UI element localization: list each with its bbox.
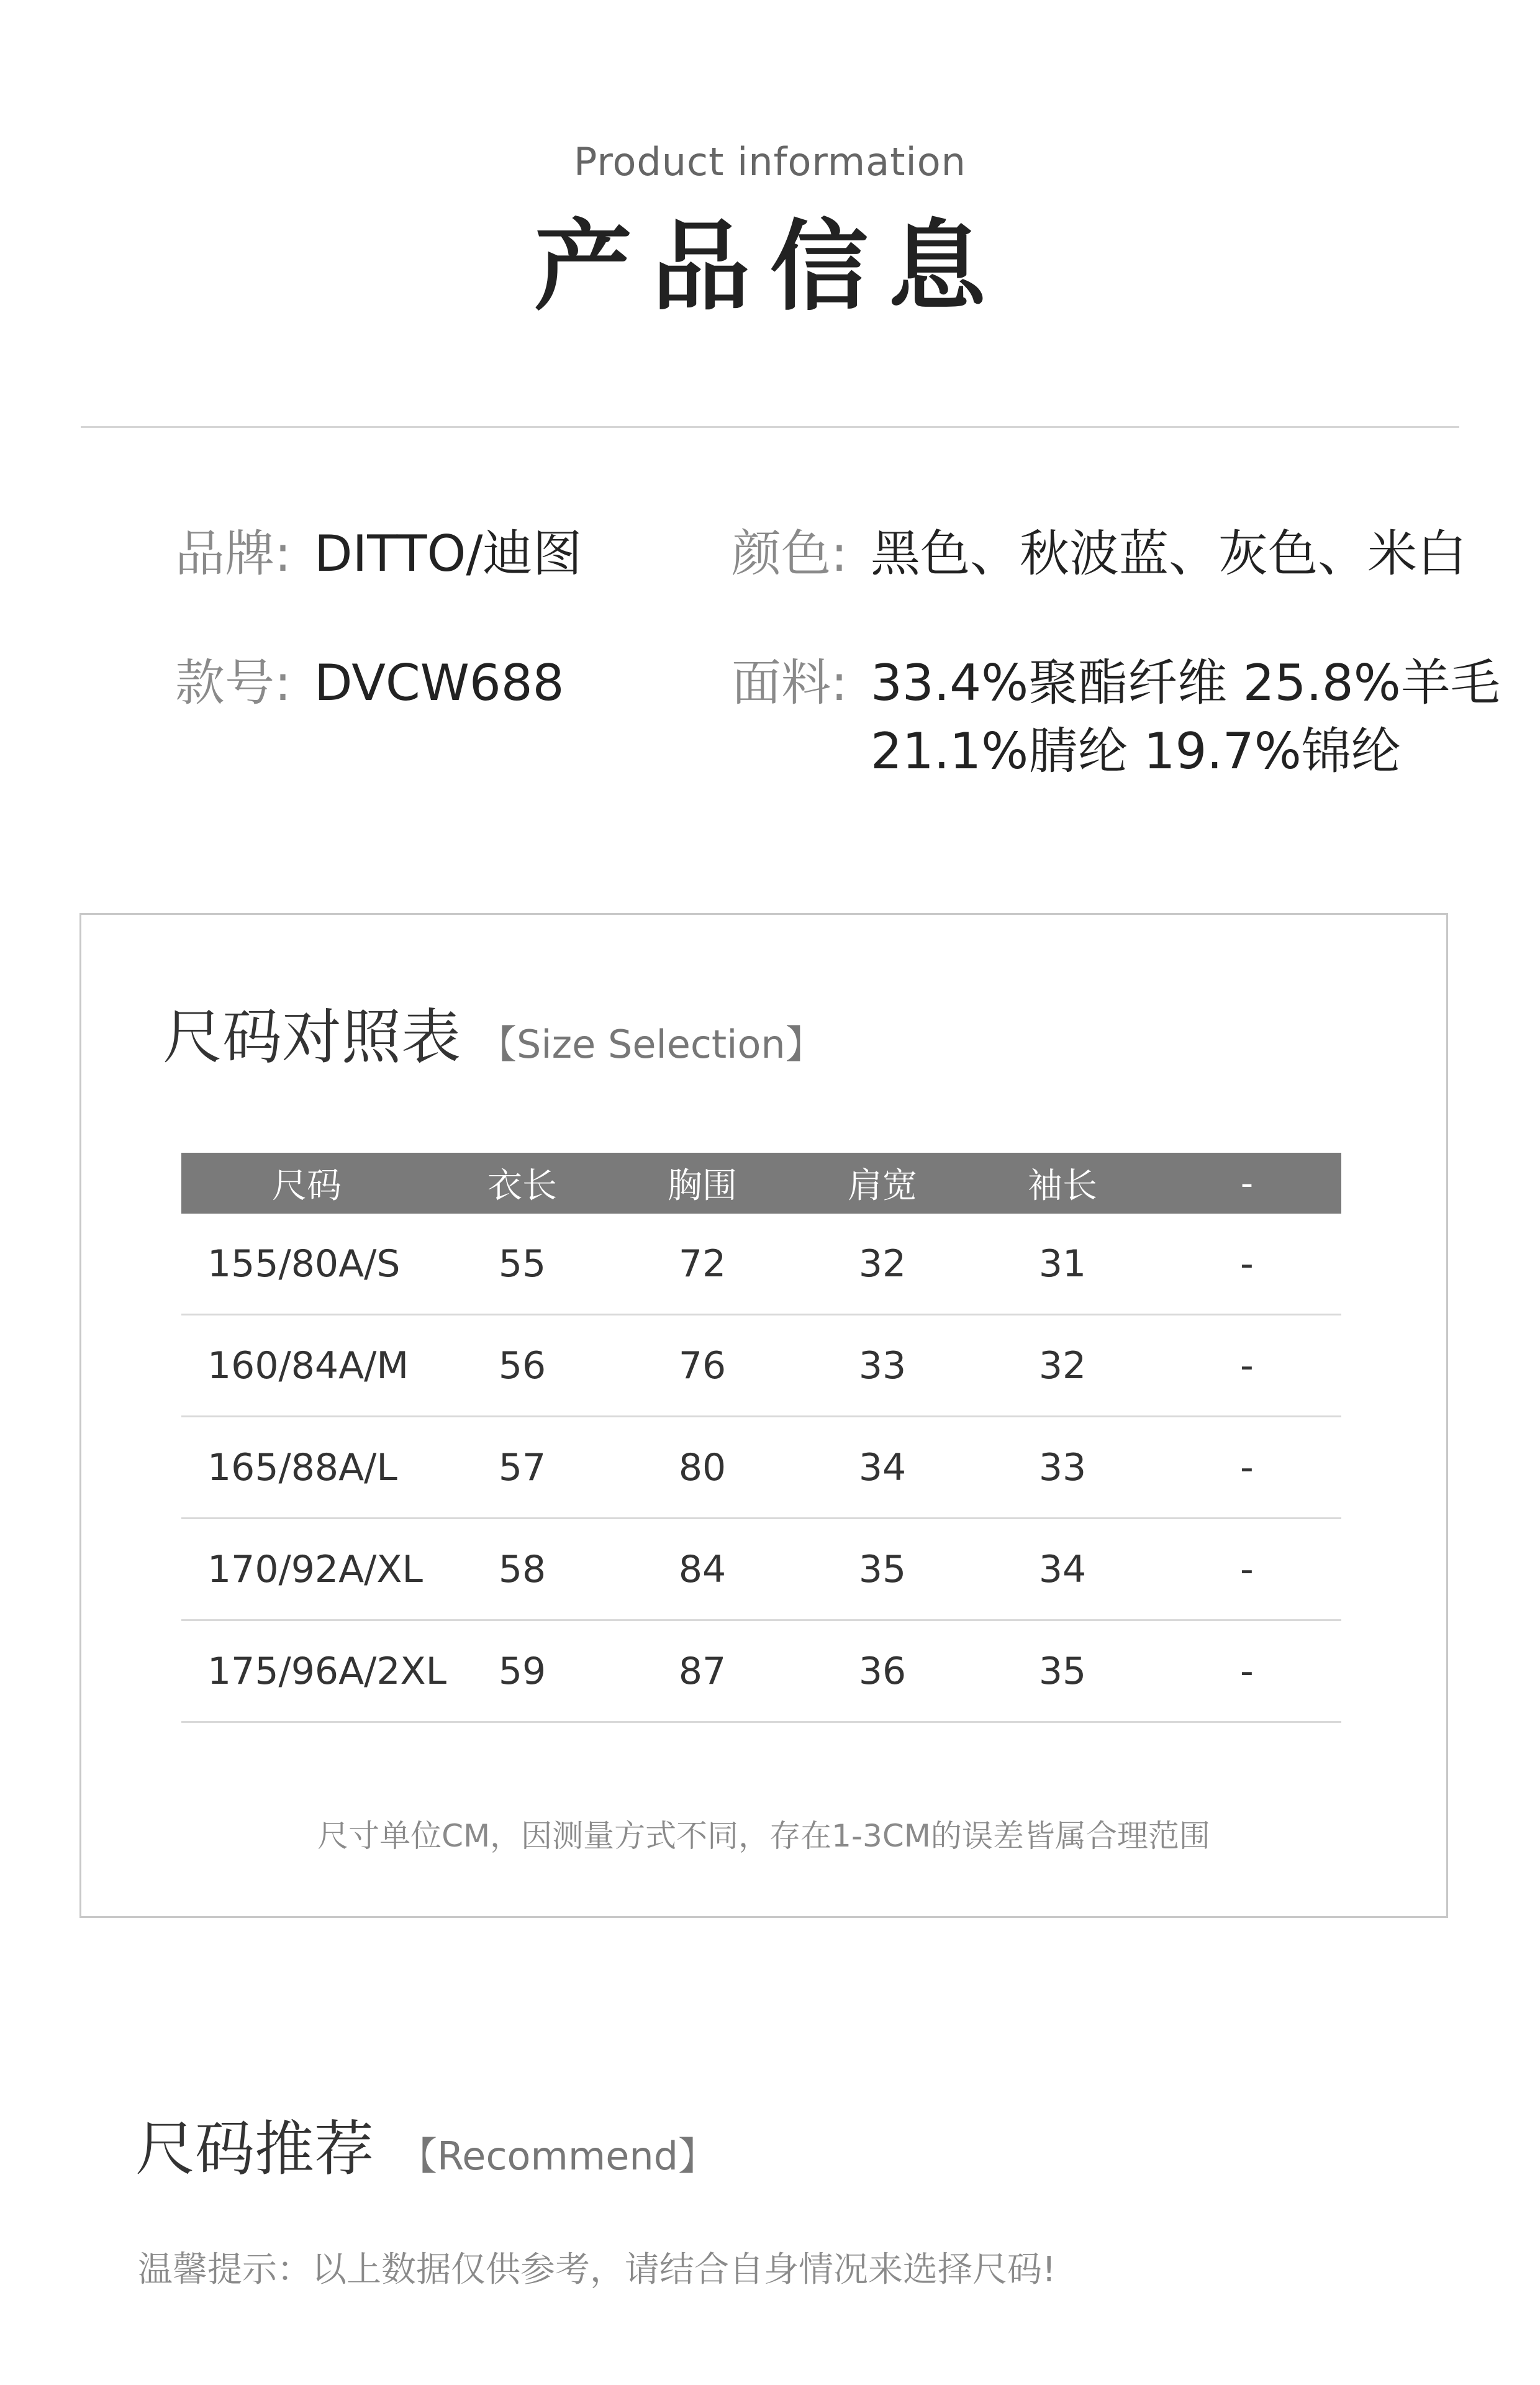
cell-extra: - [1240, 1649, 1254, 1693]
size-table-header [181, 1153, 1341, 1214]
cell-sleeve: 35 [1038, 1649, 1087, 1693]
model-label: 款号: [175, 654, 291, 712]
cell-size: 155/80A/S [207, 1242, 401, 1286]
fabric-value-line1: 33.4%聚酯纤维 25.8%羊毛 [871, 654, 1500, 712]
header-divider [81, 426, 1459, 428]
cell-extra: - [1240, 1445, 1254, 1489]
size-chart-title-en: 【Size Selection】 [478, 1022, 824, 1067]
cell-bust: 76 [678, 1343, 727, 1388]
cell-extra: - [1240, 1242, 1254, 1286]
cell-shoulder: 33 [858, 1343, 907, 1388]
cell-shoulder: 34 [858, 1445, 907, 1489]
recommend-title-en: 【Recommend】 [399, 2133, 717, 2179]
model-value: DVCW688 [314, 654, 564, 712]
size-table [181, 1153, 1341, 1723]
header-cell-shoulder: 肩宽 [848, 1166, 917, 1206]
recommend-tip: 温馨提示：以上数据仅供参考，请结合自身情况来选择尺码! [138, 2250, 1056, 2290]
cell-bust: 84 [678, 1547, 727, 1591]
cell-sleeve: 33 [1038, 1445, 1087, 1489]
cell-length: 59 [498, 1649, 546, 1693]
header-cell-extra: - [1240, 1163, 1254, 1204]
page-title: 产品信息 [534, 210, 1006, 324]
cell-bust: 72 [678, 1242, 727, 1286]
cell-shoulder: 35 [858, 1547, 907, 1591]
table-row [181, 1621, 1341, 1723]
brand-value: DITTO/迪图 [314, 525, 582, 583]
cell-shoulder: 32 [858, 1242, 907, 1286]
cell-bust: 80 [678, 1445, 727, 1489]
cell-length: 56 [498, 1343, 546, 1388]
cell-size: 170/92A/XL [207, 1547, 423, 1591]
cell-sleeve: 31 [1038, 1242, 1087, 1286]
cell-length: 55 [498, 1242, 546, 1286]
cell-length: 58 [498, 1547, 546, 1591]
header-subtitle: Product information [574, 139, 966, 184]
cell-bust: 87 [678, 1649, 727, 1693]
fabric-label: 面料: [732, 654, 848, 712]
table-row [181, 1417, 1341, 1519]
cell-shoulder: 36 [858, 1649, 907, 1693]
size-chart-title [163, 1000, 824, 1082]
cell-size: 175/96A/2XL [207, 1649, 447, 1693]
brand-label: 品牌: [175, 525, 291, 583]
recommend-title [135, 2112, 717, 2194]
cell-sleeve: 34 [1038, 1547, 1087, 1591]
cell-extra: - [1240, 1343, 1254, 1388]
cell-extra: - [1240, 1547, 1254, 1591]
table-row [181, 1214, 1341, 1315]
header-cell-bust: 胸围 [668, 1166, 737, 1206]
cell-sleeve: 32 [1038, 1343, 1087, 1388]
header-cell-size: 尺码 [272, 1166, 342, 1206]
cell-size: 165/88A/L [207, 1445, 397, 1489]
header-cell-sleeve: 袖长 [1028, 1166, 1097, 1206]
color-label: 颜色: [732, 525, 848, 583]
cell-length: 57 [498, 1445, 546, 1489]
header-cell-length: 衣长 [487, 1166, 557, 1206]
color-value: 黑色、秋波蓝、灰色、米白 [871, 525, 1467, 583]
fabric-value-line2: 21.1%腈纶 19.7%锦纶 [871, 722, 1401, 780]
cell-size: 160/84A/M [207, 1343, 409, 1388]
recommend-title-zh: 尺码推荐 [135, 2114, 374, 2184]
table-row [181, 1519, 1341, 1621]
size-chart-title-zh: 尺码对照表 [163, 1002, 461, 1072]
size-note: 尺寸单位CM，因测量方式不同，存在1-3CM的误差皆属合理范围 [317, 1818, 1210, 1854]
table-row [181, 1315, 1341, 1417]
